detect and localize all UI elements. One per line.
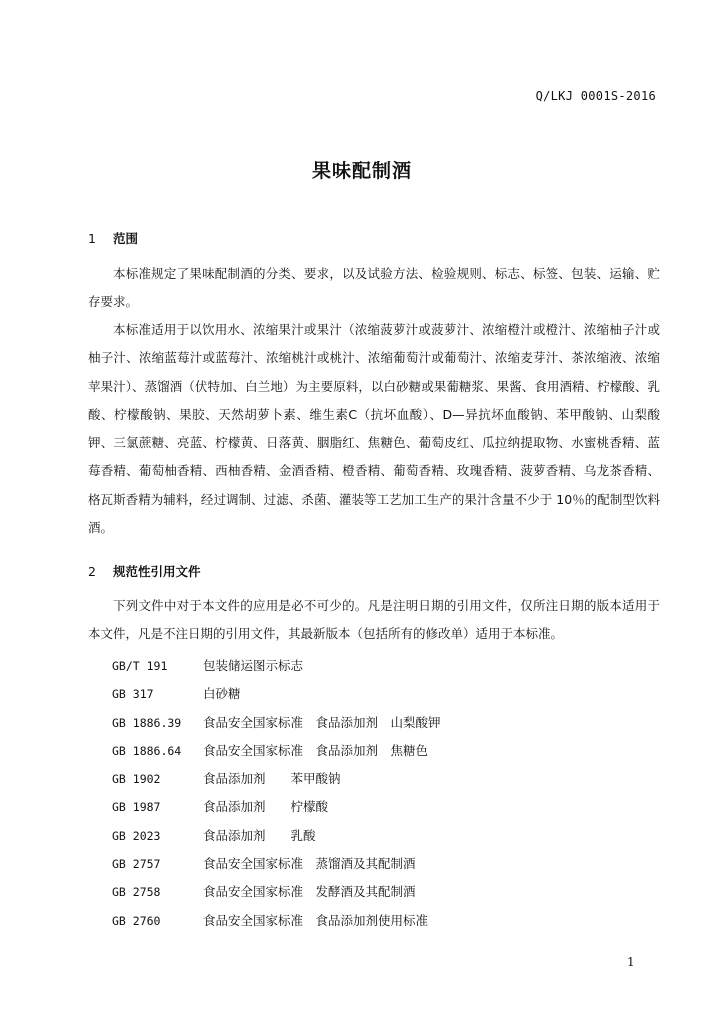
reference-item [112,793,672,821]
reference-item [112,680,672,708]
section-number: 1 [88,231,96,246]
reference-code: GB 2758 [112,885,161,900]
references-intro-paragraph: 下列文件中对于本文件的应用是必不可少的。凡是注明日期的引用文件，仅所注日期的版本适用于本文件，凡是不注日期的引用文件，其最新版本（包括所有的修改单）适用于本标准。 [88,598,660,642]
reference-title: 白砂糖 [203,686,241,702]
section-heading-references [88,562,201,580]
reference-code: GB 317 [112,687,154,702]
reference-code: GB 1987 [112,800,161,815]
reference-item [112,822,672,850]
section-number: 2 [88,564,96,579]
reference-title: 食品安全国家标准 食品添加剂 焦糖色 [203,742,429,758]
reference-item [112,878,672,906]
reference-title: 包装储运图示标志 [203,658,304,673]
section-heading-scope [88,229,138,247]
reference-title: 食品安全国家标准 发酵酒及其配制酒 [203,884,416,900]
reference-code: GB 1886.64 [112,743,182,758]
reference-code: GB 1886.39 [112,715,182,730]
scope-paragraph-1: 本标准规定了果味配制酒的分类、要求，以及试验方法、检验规则、标志、标签、包装、运输、贮存要求。 [88,266,660,310]
reference-title: 食品添加剂 乳酸 [203,827,316,843]
reference-code: GB/T 191 [112,659,168,673]
section-title: 规范性引用文件 [113,564,201,579]
reference-title: 食品添加剂 苯甲酸钠 [203,771,341,787]
reference-item [112,765,672,793]
reference-item [112,850,672,878]
page-title: 果味配制酒 [311,160,412,182]
reference-code: GB 2757 [112,857,161,872]
reference-code: GB 2760 [112,913,161,928]
reference-title: 食品添加剂 柠檬酸 [203,799,329,815]
reference-item [112,907,672,935]
page-number: 1 [627,955,635,969]
section-title: 范围 [113,231,139,246]
scope-paragraph-2: 本标准适用于以饮用水、浓缩果汁或果汁（浓缩菠萝汁或菠萝汁、浓缩橙汁或橙汁、浓缩柚子汁或柚子汁、浓缩蓝莓汁或蓝莓汁、浓缩桃汁或桃汁、浓缩葡萄汁或葡萄汁、浓缩麦芽汁、茶浓缩液、浓缩苹果汁）、蒸馏酒（伏特加、白兰地）为主要原料，以白砂糖或果葡糖浆、果酱、食用酒精、柠檬酸、乳酸、柠檬酸钠、果胶、天然胡萝卜素、维生素C（抗坏血酸）、D—异抗坏血酸钠、苯甲酸钠、山梨酸钾、三氯蔗糖、亮蓝、柠檬黄、日落黄、胭脂红、焦糖色、葡萄皮红、瓜拉纳提取物、水蜜桃香精、蓝莓香精、葡萄柚香精、西柚香精、金酒香精、橙香精、葡萄香精、玫瑰香精、菠萝香精、乌龙茶香精、格瓦斯香精为辅料，经过调制、过滤、杀菌、灌装等工艺加工生产的果汁含量不少于 10％的配制型饮料酒。 [88,322,660,536]
reference-code: GB 2023 [112,828,161,843]
reference-item [112,737,672,765]
reference-title: 食品安全国家标准 食品添加剂使用标准 [203,912,429,928]
reference-item [112,709,672,737]
reference-code: GB 1902 [112,772,161,787]
reference-list [112,652,672,935]
reference-item [112,652,672,680]
reference-title: 食品安全国家标准 蒸馏酒及其配制酒 [203,856,416,872]
document-code: Q/LKJ 0001S-2016 [535,89,656,103]
reference-title: 食品安全国家标准 食品添加剂 山梨酸钾 [203,714,441,730]
